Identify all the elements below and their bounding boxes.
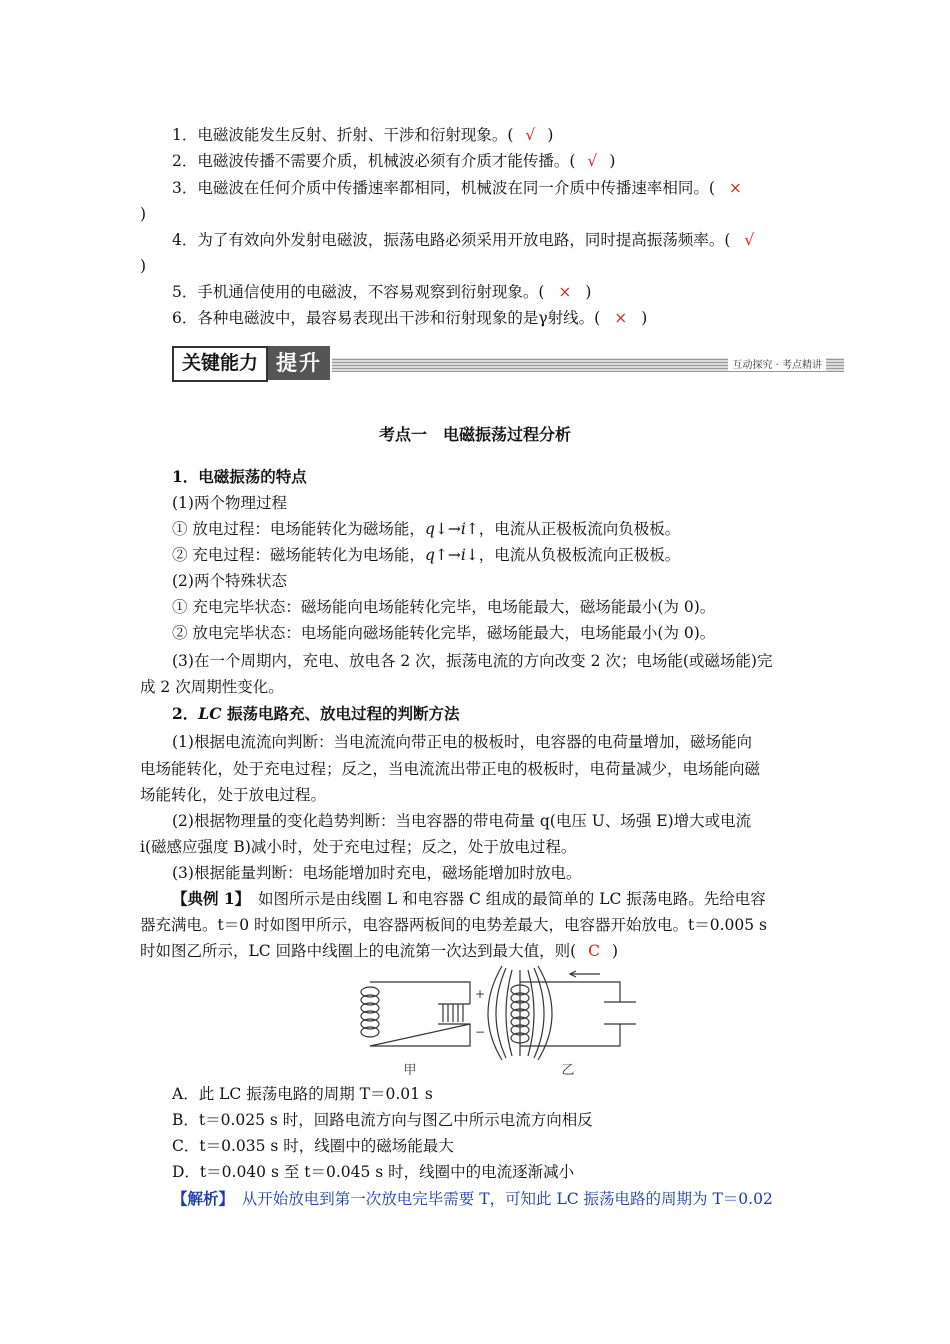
check-mark-1: √	[525, 126, 536, 144]
judgement-6: 6．各种电磁波中，最容易表现出干涉和衍射现象的是γ射线。( × )	[172, 309, 648, 327]
check-mark-2: √	[587, 152, 598, 170]
section-banner	[172, 344, 844, 380]
option-b: B．t＝0.025 s 时，回路电流方向与图乙中所示电流方向相反	[172, 1111, 593, 1129]
section-title: 考点一 电磁振荡过程分析	[378, 425, 571, 444]
part2-m1c: 场能转化，处于放电过程。	[140, 786, 327, 804]
judgement-2: 2．电磁波传播不需要介质，机械波必须有介质才能传播。( √ )	[172, 152, 616, 170]
part2-m3: (3)根据能量判断：电场能增加时充电，磁场能增加时放电。	[172, 864, 582, 882]
circuit-wire-a	[370, 982, 470, 1046]
analysis: 【解析】 从开始放电到第一次放电完毕需要 T，可知此 LC 振荡电路的周期为 T＝0.02	[172, 1189, 773, 1208]
cross-mark-3: ×	[728, 179, 742, 197]
analysis-label: 【解析】	[172, 1189, 227, 1208]
part1-period-a: (3)在一个周期内，充电、放电各 2 次，振荡电流的方向改变 2 次；电场能(或磁场能)完	[172, 652, 773, 670]
cross-mark-5: ×	[558, 283, 572, 301]
part2-m1b: 电场能转化，处于充电过程；反之，当电流流出带正电的极板时，电荷量减少，电场能向磁	[140, 760, 761, 778]
part1-period-b: 成 2 次周期性变化。	[140, 678, 284, 696]
example-line-1: 【典例 1】 如图所示是由线圈 L 和电容器 C 组成的最简单的 LC 振荡电路。先给电容	[172, 889, 766, 908]
banner-tag: 互动探究 · 考点精讲	[728, 356, 826, 371]
circuit-wire-b	[520, 982, 620, 1046]
example-line-3: 时如图乙所示，LC 回路中线圈上的电流第一次达到最大值，则( C )	[140, 942, 619, 960]
example-label: 【典例 1】	[172, 889, 243, 908]
figure-a-label: 甲	[403, 1063, 417, 1078]
judgement-5: 5．手机通信使用的电磁波，不容易观察到衍射现象。( × )	[172, 283, 592, 301]
lc-circuit-figure	[340, 962, 640, 1082]
banner-left: 关键能力	[172, 346, 268, 382]
part2-heading: 2．LC 振荡电路充、放电过程的判断方法	[172, 704, 460, 723]
example-answer: C	[588, 942, 601, 960]
option-a: A．此 LC 振荡电路的周期 T＝0.01 s	[172, 1085, 433, 1103]
cross-mark-6: ×	[614, 309, 628, 327]
figure-b-label: 乙	[561, 1063, 575, 1078]
banner-right: 提升	[268, 346, 330, 380]
part1-state1: ① 充电完毕状态：磁场能向电场能转化完毕，电场能最大，磁场能最小(为 0)。	[172, 598, 716, 616]
part2-m2a: (2)根据物理量的变化趋势判断：当电容器的带电荷量 q(电压 U、场强 E)增大或电流	[172, 812, 752, 830]
check-mark-4: √	[744, 231, 755, 249]
part1-state2: ② 放电完毕状态：电场能向磁场能转化完毕，磁场能最大，电场能最小(为 0)。	[172, 624, 716, 642]
judgement-3: 3．电磁波在任何介质中传播速率都相同，机械波在同一介质中传播速率相同。( ×	[172, 179, 742, 197]
part1-discharge: ① 放电过程：电场能转化为磁场能，q↓→i↑，电流从正极板流向负极板。	[172, 520, 681, 538]
part1-heading: 1．电磁振荡的特点	[172, 467, 307, 486]
option-d: D．t＝0.040 s 至 t＝0.045 s 时，线圈中的电流逐渐减小	[172, 1163, 575, 1181]
part2-m2b: i(磁感应强度 B)减小时，处于充电过程；反之，处于放电过程。	[140, 838, 577, 856]
part2-m1a: (1)根据电流流向判断：当电流流向带正电的极板时，电容器的电荷量增加，磁场能向	[172, 733, 752, 751]
judgement-4: 4．为了有效向外发射电磁波，振荡电路必须采用开放电路，同时提高振荡频率。( √	[172, 231, 755, 249]
plus-sign: +	[475, 987, 486, 1001]
electric-field-arrows	[443, 1004, 463, 1022]
part1-sub1: (1)两个物理过程	[172, 494, 287, 512]
judgement-1: 1．电磁波能发生反射、折射、干涉和衍射现象。( √ )	[172, 126, 554, 144]
judgement-3-close: )	[140, 205, 147, 223]
judgement-4-close: )	[140, 257, 147, 275]
part1-sub2: (2)两个特殊状态	[172, 572, 287, 590]
part1-charge: ② 充电过程：磁场能转化为电场能，q↑→i↓，电流从负极板流向正极板。	[172, 546, 681, 564]
coil-a	[361, 987, 379, 1037]
option-c: C．t＝0.035 s 时，线圈中的磁场能最大	[172, 1137, 454, 1155]
example-line-2: 器充满电。t＝0 时如图甲所示，电容器两板间的电势差最大，电容器开始放电。t＝0.005 s	[140, 916, 768, 934]
minus-sign: −	[475, 1025, 486, 1039]
